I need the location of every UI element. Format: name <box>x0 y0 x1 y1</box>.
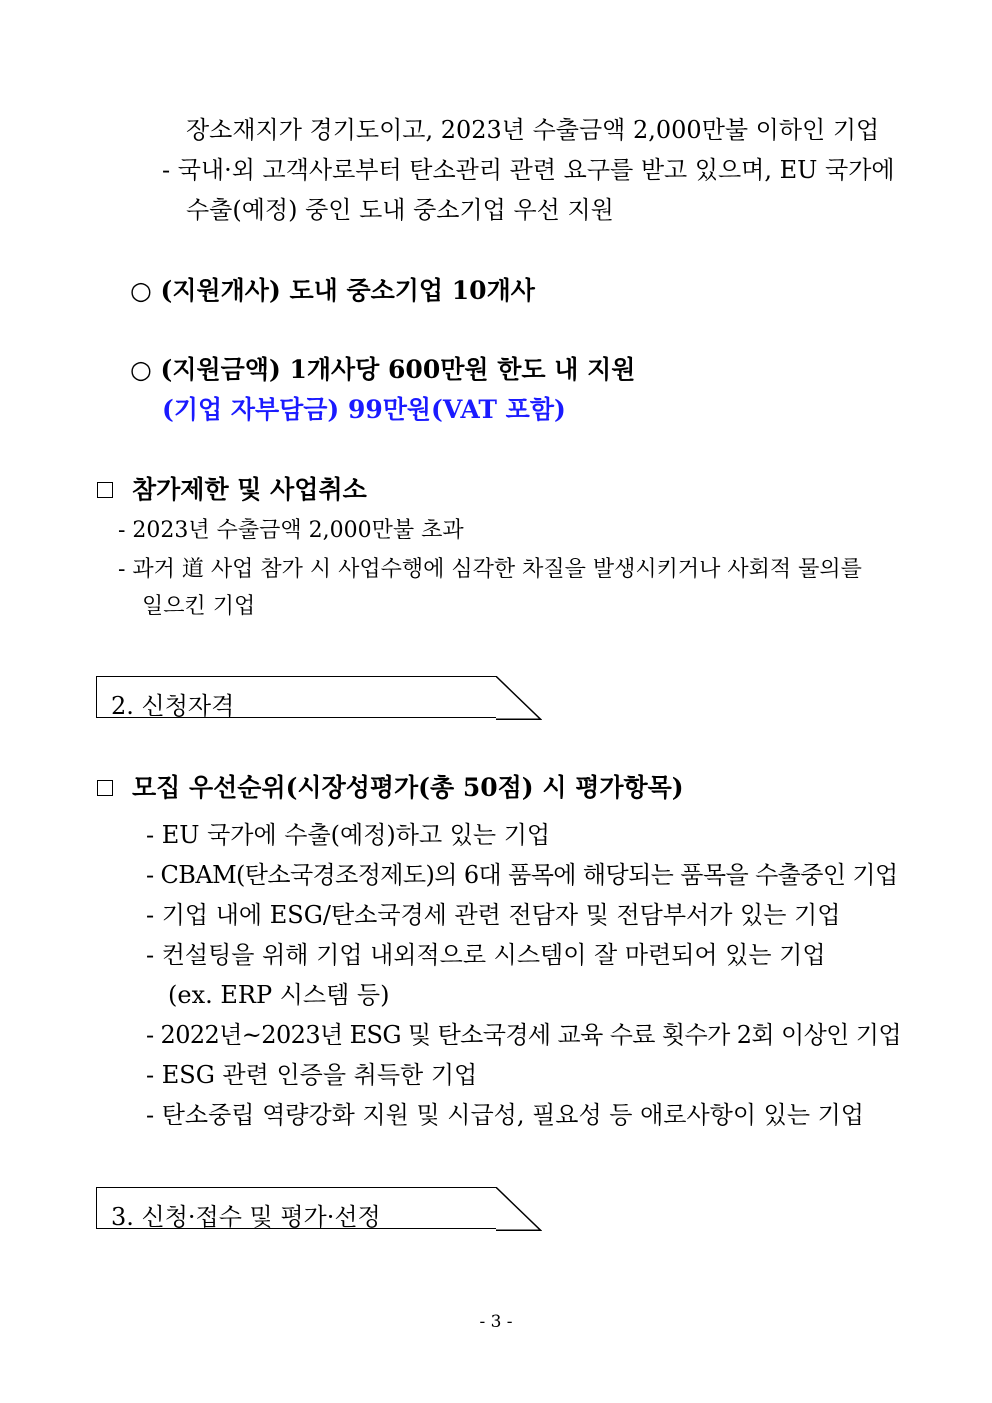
restriction-item-cont: 일으킨 기업 <box>142 594 256 619</box>
eligibility-continuation: 장소재지가 경기도이고, 2023년 수출금액 2,000만불 이하인 기업 <box>186 116 880 144</box>
checkbox-square-icon <box>97 780 113 796</box>
checkbox-square-icon <box>97 482 113 498</box>
section-header-box <box>96 676 496 718</box>
priority-item: - ESG 관련 인증을 취득한 기업 <box>146 1061 478 1089</box>
eligibility-bullet-cont: 수출(예정) 중인 도내 중소기업 우선 지원 <box>186 196 614 224</box>
priority-item: - 기업 내에 ESG/탄소국경세 관련 전담자 및 전담부서가 있는 기업 <box>146 901 841 929</box>
section-box-slant-icon <box>496 1187 542 1231</box>
restriction-heading: 참가제한 및 사업취소 <box>132 475 367 504</box>
section-title: 3. 신청·접수 및 평가·선정 <box>111 1203 381 1231</box>
section-header-box <box>96 1187 496 1229</box>
priority-heading: 모집 우선순위(시장성평가(총 50점) 시 평가항목) <box>132 773 684 802</box>
priority-item: - 2022년~2023년 ESG 및 탄소국경세 교육 수료 횟수가 2회 이상인 기업 <box>146 1021 901 1049</box>
priority-item: - 탄소중립 역량강화 지원 및 시급성, 필요성 등 애로사항이 있는 기업 <box>146 1101 864 1129</box>
section-box-slant-icon <box>496 676 542 720</box>
support-amount: ○ (지원금액) 1개사당 600만원 한도 내 지원 <box>130 355 636 384</box>
section-title: 2. 신청자격 <box>111 692 235 720</box>
self-payment: (기업 자부담금) 99만원(VAT 포함) <box>162 395 566 424</box>
priority-item: - 컨설팅을 위해 기업 내외적으로 시스템이 잘 마련되어 있는 기업 <box>146 941 826 969</box>
restriction-item: - 과거 道 사업 참가 시 사업수행에 심각한 차질을 발생시키거나 사회적 물의를 <box>118 557 862 582</box>
restriction-item: - 2023년 수출금액 2,000만불 초과 <box>118 518 464 543</box>
eligibility-bullet: - 국내·외 고객사로부터 탄소관리 관련 요구를 받고 있으며, EU 국가에 <box>162 156 895 184</box>
priority-item: - CBAM(탄소국경조정제도)의 6대 품목에 해당되는 품목을 수출중인 기업 <box>146 861 898 889</box>
priority-item-cont: (ex. ERP 시스템 등) <box>168 981 390 1009</box>
support-count: ○ (지원개사) 도내 중소기업 10개사 <box>130 276 535 305</box>
page-number: - 3 - <box>479 1312 513 1332</box>
priority-item: - EU 국가에 수출(예정)하고 있는 기업 <box>146 821 551 849</box>
